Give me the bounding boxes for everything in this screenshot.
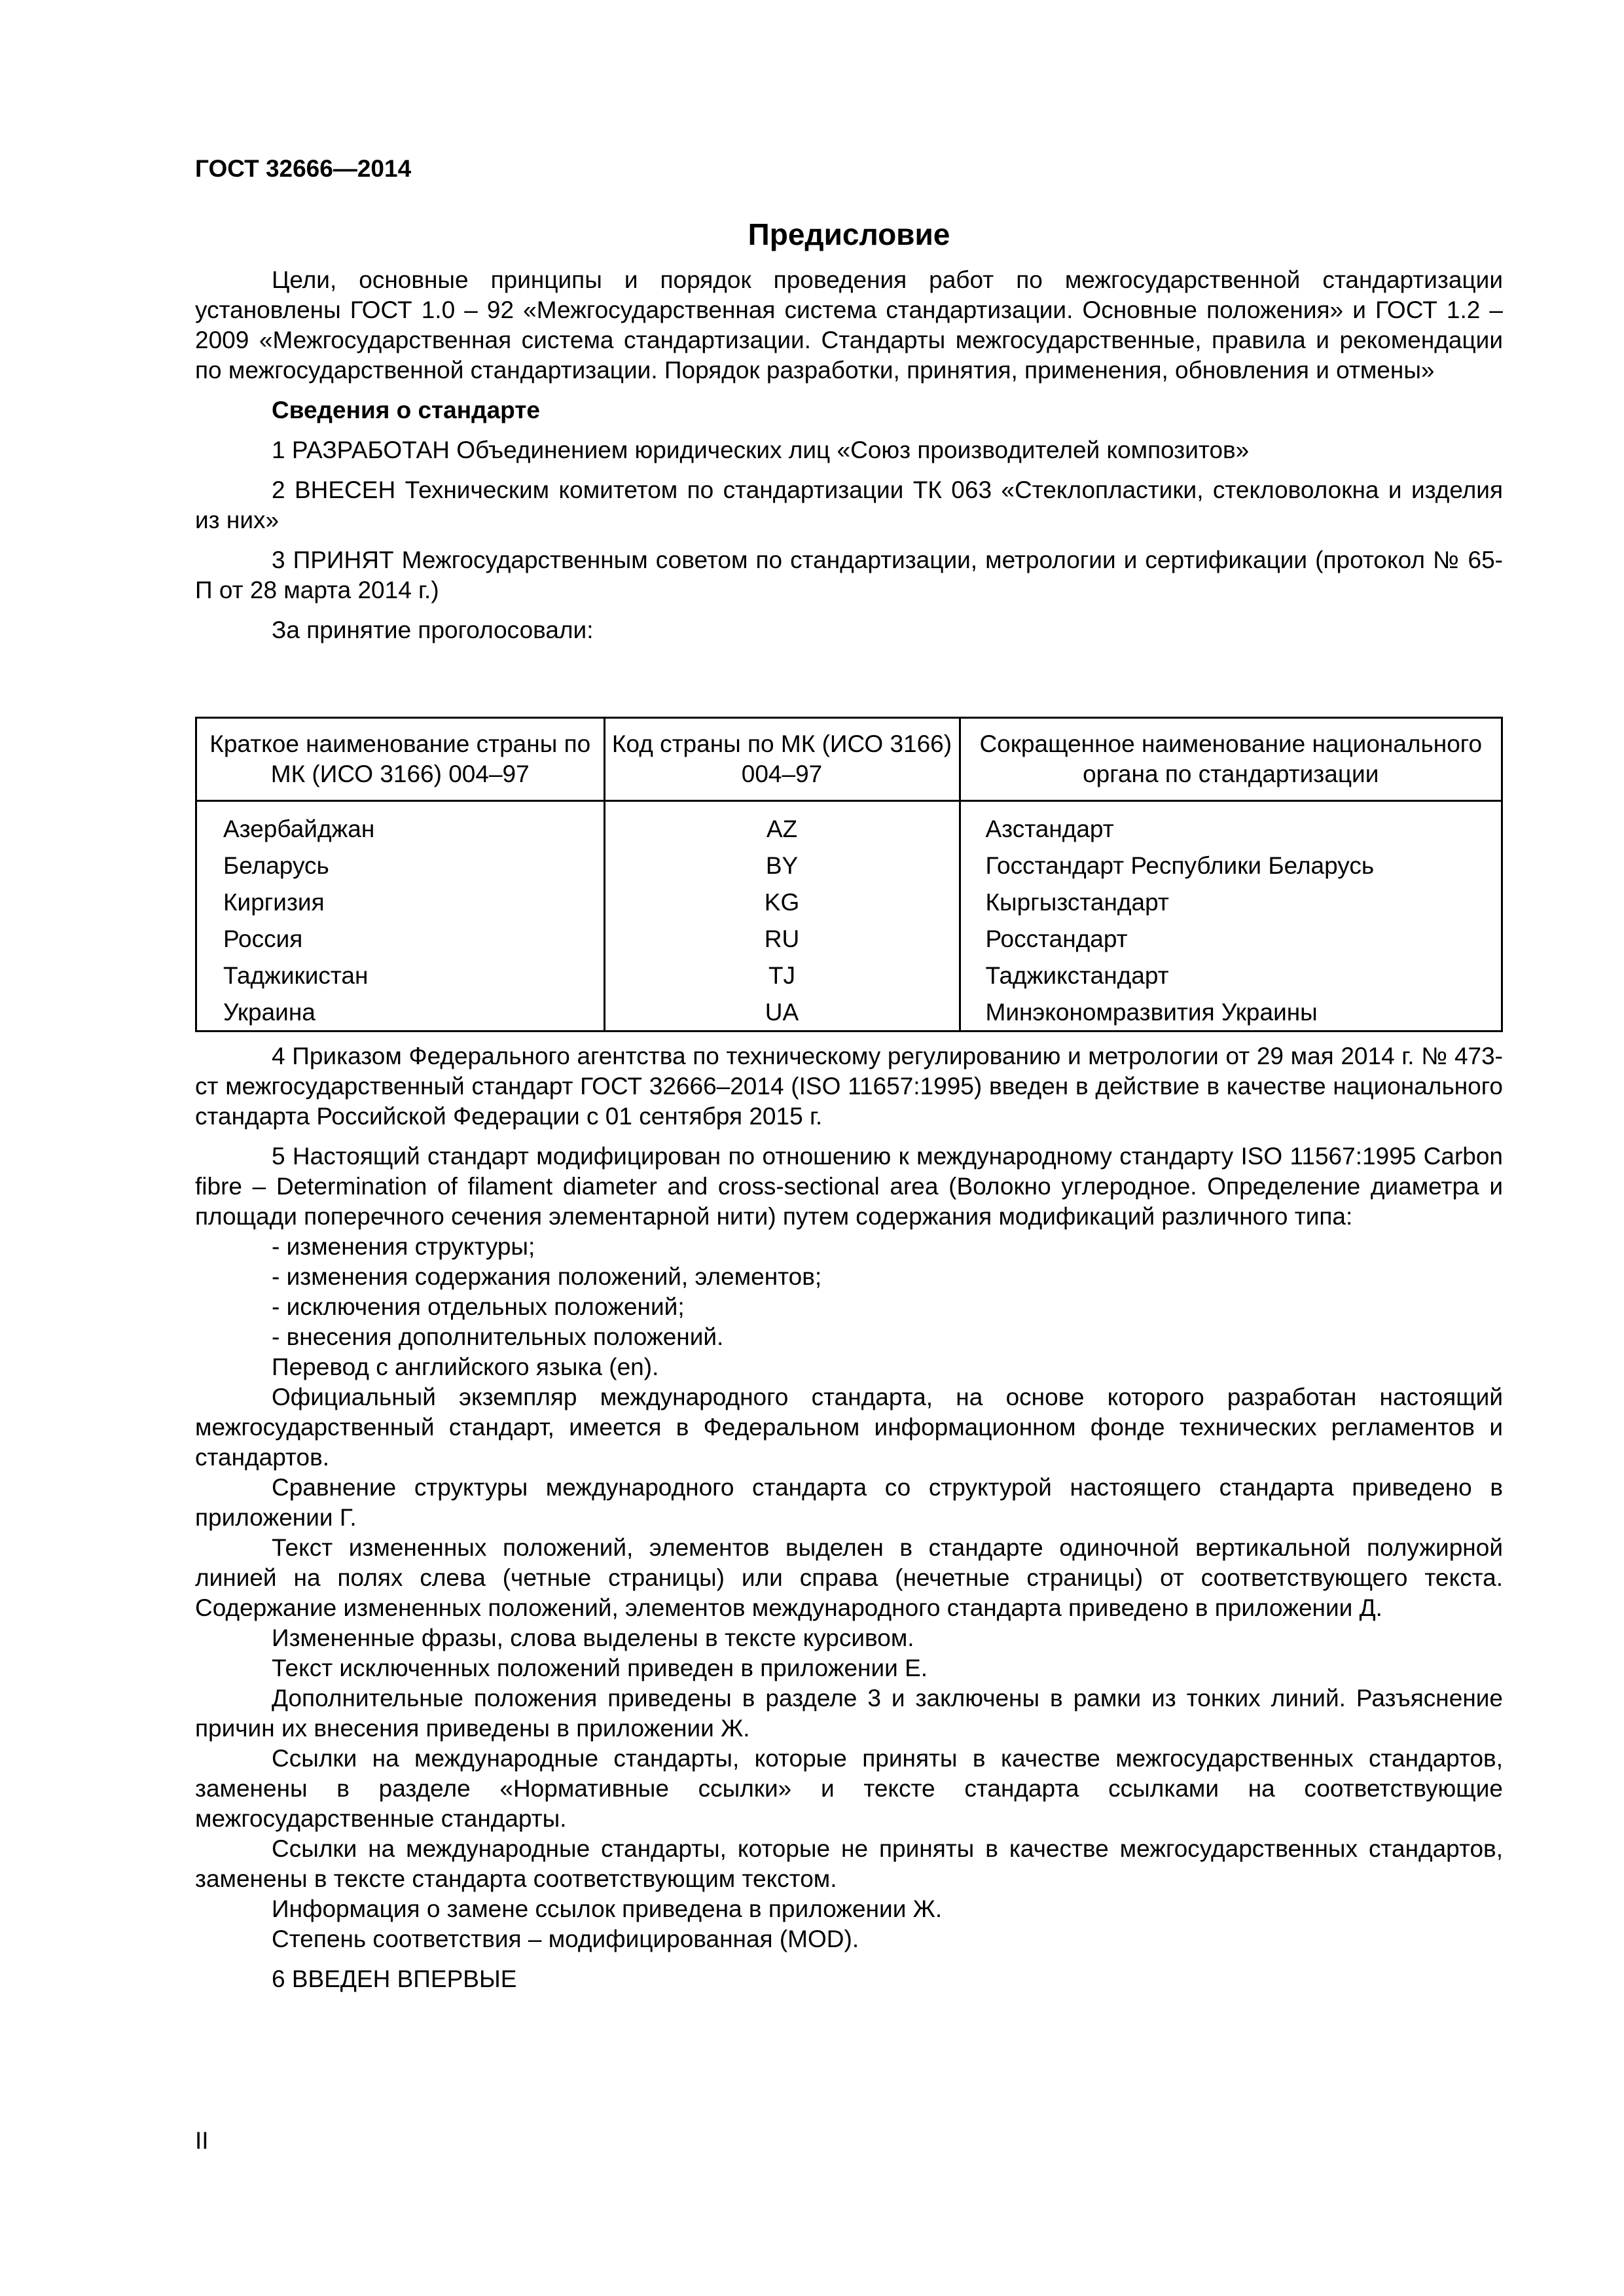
code-cell: BY <box>604 848 960 884</box>
header-country-name: Краткое наименование страны по МК (ИСО 3166) 004–97 <box>197 719 604 801</box>
item-5: 5 Настоящий стандарт модифицирован по отношению к международному стандарту ISO 11567:1995 Carbon fibre – Determination of filament diameter and cross-sectional area (Волокно углеродное. Определение диаметра и площади поперечного сечения элементарной нити) путем содержания модификаций различного типа: <box>195 1143 1503 1230</box>
country-cell: Россия <box>223 925 303 952</box>
table-row <box>197 994 1501 1031</box>
body-cell: Азстандарт <box>960 801 1501 848</box>
conformity-degree-note: Степень соответствия – модифицированная (MOD). <box>272 1926 859 1952</box>
document-page <box>195 0 1503 2296</box>
country-cell: Беларусь <box>223 852 329 879</box>
country-cell: Таджикистан <box>223 962 369 989</box>
preface-body-bottom <box>195 1041 1503 1994</box>
table-row <box>197 801 1501 848</box>
code-cell: KG <box>604 884 960 921</box>
code-cell: UA <box>604 994 960 1031</box>
official-copy-note: Официальный экземпляр международного стандарта, на основе которого разработан настоящий межгосударственный стандарт, имеется в Федеральном информационном фонде технических регламентов и стандартов. <box>195 1384 1503 1471</box>
table-row <box>197 958 1501 994</box>
item-6: 6 ВВЕДЕН ВПЕРВЫЕ <box>272 1965 517 1992</box>
item-1: 1 РАЗРАБОТАН Объединением юридических лиц «Союз производителей композитов» <box>272 437 1250 463</box>
body-cell: Минэкономразвития Украины <box>960 994 1501 1031</box>
adopted-references-note: Ссылки на международные стандарты, которые приняты в качестве межгосударственных стандартов, заменены в разделе «Нормативные ссылки» и тексте стандарта ссылками на соответствующие межгосударственные стандарты. <box>195 1745 1503 1832</box>
translation-note: Перевод с английского языка (en). <box>272 1354 659 1380</box>
country-cell: Азербайджан <box>223 816 375 842</box>
header-country-code: Код страны по МК (ИСО 3166) 004–97 <box>604 719 960 801</box>
page-number: II <box>195 2127 209 2154</box>
document-code: ГОСТ 32666—2014 <box>195 155 412 182</box>
header-national-body: Сокращенное наименование национального органа по стандартизации <box>960 719 1501 801</box>
info-heading: Сведения о стандарте <box>272 397 540 423</box>
body-cell: Госстандарт Республики Беларусь <box>960 848 1501 884</box>
preface-body-top <box>195 265 1503 645</box>
intro-paragraph: Цели, основные принципы и порядок проведения работ по межгосударственной стандартизации установлены ГОСТ 1.0 – 92 «Межгосударственная система стандартизации. Основные положения» и ГОСТ 1.2 – 2009 «Межгосударственная система стандартизации. Стандарты межгосударственные, правила и рекомендации по межгосударственной стандартизации. Порядок разработки, принятия, применения, обновления и отмены» <box>195 266 1503 384</box>
table-header-row <box>197 719 1501 801</box>
table-row <box>197 848 1501 884</box>
non-adopted-references-note: Ссылки на международные стандарты, которые не приняты в качестве межгосударственных стандартов, заменены в тексте стандарта соответствующим текстом. <box>195 1835 1503 1892</box>
references-replacement-note: Информация о замене ссылок приведена в приложении Ж. <box>272 1895 943 1922</box>
voting-table <box>195 717 1503 1032</box>
changed-provisions-note: Текст измененных положений, элементов выделен в стандарте одиночной вертикальной полужирной линией на полях слева (четные страницы) или справа (нечетные страницы) от соответствующего текста. Содержание измененных положений, элементов международного стандарта приведено в приложении Д. <box>195 1534 1503 1621</box>
body-cell: Таджикстандарт <box>960 958 1501 994</box>
modification-item: - исключения отдельных положений; <box>272 1293 685 1320</box>
page-title: Предисловие <box>748 217 950 251</box>
italic-note: Измененные фразы, слова выделены в тексте курсивом. <box>272 1624 914 1651</box>
item-3: 3 ПРИНЯТ Межгосударственным советом по стандартизации, метрологии и сертификации (протокол № 65-П от 28 марта 2014 г.) <box>195 547 1503 603</box>
table-row <box>197 884 1501 921</box>
modification-item: - внесения дополнительных положений. <box>272 1323 724 1350</box>
country-cell: Киргизия <box>223 889 325 916</box>
vote-caption: За принятие проголосовали: <box>272 617 594 643</box>
code-cell: AZ <box>604 801 960 848</box>
modification-item: - изменения содержания положений, элементов; <box>272 1263 822 1290</box>
table-row <box>197 921 1501 958</box>
code-cell: RU <box>604 921 960 958</box>
item-4: 4 Приказом Федерального агентства по техническому регулированию и метрологии от 29 мая 2014 г. № 473-ст межгосударственный стандарт ГОСТ 32666–2014 (ISO 11657:1995) введен в действие в качестве национального стандарта Российской Федерации с 01 сентября 2015 г. <box>195 1043 1503 1130</box>
item-2: 2 ВНЕСЕН Техническим комитетом по стандартизации ТК 063 «Стеклопластики, стекловолокна и изделия из них» <box>195 476 1503 533</box>
modification-item: - изменения структуры; <box>272 1233 535 1260</box>
structure-comparison-note: Сравнение структуры международного стандарта со структурой настоящего стандарта приведено в приложении Г. <box>195 1474 1503 1531</box>
body-cell: Кыргызстандарт <box>960 884 1501 921</box>
country-cell: Украина <box>223 999 316 1026</box>
body-cell: Росстандарт <box>960 921 1501 958</box>
code-cell: TJ <box>604 958 960 994</box>
excluded-provisions-note: Текст исключенных положений приведен в приложении Е. <box>272 1655 928 1681</box>
additional-provisions-note: Дополнительные положения приведены в разделе 3 и заключены в рамки из тонких линий. Разъяснение причин их внесения приведены в приложении Ж. <box>195 1685 1503 1742</box>
